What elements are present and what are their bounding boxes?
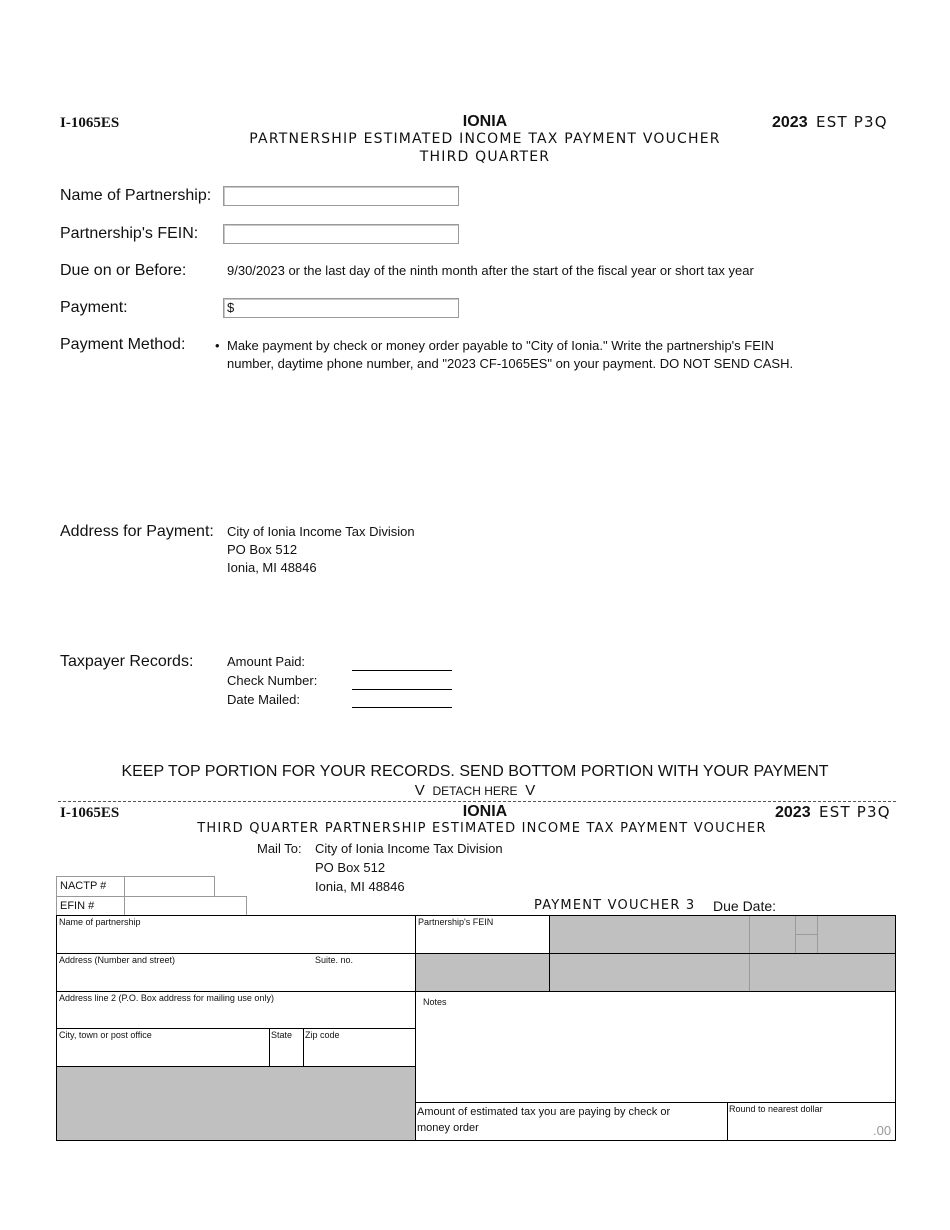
city-cell-label: City, town or post office bbox=[59, 1030, 152, 1040]
notes-cell-label: Notes bbox=[423, 997, 447, 1007]
records-label: Taxpayer Records: bbox=[60, 653, 194, 670]
voucher-year: 2023 bbox=[775, 804, 811, 821]
nactp-label: NACTP # bbox=[60, 880, 107, 892]
keep-instructions: KEEP TOP PORTION FOR YOUR RECORDS. SEND BOTTOM PORTION WITH YOUR PAYMENT bbox=[121, 763, 829, 780]
round-cell-label: Round to nearest dollar bbox=[729, 1104, 823, 1114]
partnership-fein-input[interactable] bbox=[223, 224, 459, 244]
due-label: Due on or Before: bbox=[60, 262, 187, 279]
fein-cell-label: Partnership's FEIN bbox=[418, 917, 494, 927]
payment-label: Payment: bbox=[60, 299, 128, 316]
address-line-2: PO Box 512 bbox=[227, 542, 298, 557]
cents-placeholder: .00 bbox=[873, 1123, 892, 1138]
amount-cell-line-1: Amount of estimated tax you are paying by check or bbox=[417, 1106, 671, 1118]
suite-cell-label: Suite. no. bbox=[315, 955, 354, 965]
mail-line-2: PO Box 512 bbox=[315, 860, 386, 875]
method-line-1: Make payment by check or money order payable to "City of Ionia." Write the partnership's FEIN bbox=[227, 338, 774, 353]
fein-gray-area bbox=[549, 916, 895, 953]
date-mailed-line[interactable] bbox=[352, 707, 452, 708]
form-title: PARTNERSHIP ESTIMATED INCOME TAX PAYMENT VOUCHER bbox=[249, 131, 721, 147]
detach-text: DETACH HERE bbox=[432, 784, 518, 798]
address2-cell-label: Address line 2 (P.O. Box address for mailing use only) bbox=[59, 993, 274, 1003]
gray-block bbox=[57, 1066, 415, 1140]
amount-paid-label: Amount Paid: bbox=[227, 654, 306, 669]
check-number-label: Check Number: bbox=[227, 673, 318, 688]
bullet: • bbox=[215, 338, 220, 353]
efin-box bbox=[56, 896, 247, 916]
quarter-title: THIRD QUARTER bbox=[419, 149, 551, 165]
due-date-label: Due Date: bbox=[713, 898, 777, 914]
address-label: Address for Payment: bbox=[60, 523, 214, 540]
due-text: 9/30/2023 or the last day of the ninth month after the start of the fiscal year or short tax year bbox=[227, 263, 754, 278]
voucher-table bbox=[56, 915, 896, 1141]
voucher-number: PAYMENT VOUCHER 3 bbox=[534, 898, 696, 913]
voucher-form-code: I-1065ES bbox=[60, 805, 120, 821]
detach-line bbox=[58, 801, 896, 802]
fein-label: Partnership's FEIN: bbox=[60, 225, 199, 242]
year-code bbox=[772, 113, 888, 132]
efin-label: EFIN # bbox=[60, 900, 95, 912]
est-code: EST P3Q bbox=[816, 113, 888, 131]
name-cell-label: Name of partnership bbox=[59, 917, 141, 927]
check-number-line[interactable] bbox=[352, 689, 452, 690]
detach-arrow-left: V bbox=[414, 782, 425, 799]
zip-cell-label: Zip code bbox=[305, 1030, 340, 1040]
form-code: I-1065ES bbox=[60, 115, 120, 131]
partnership-name-input[interactable] bbox=[223, 186, 459, 206]
method-line-2: number, daytime phone number, and "2023 CF-1065ES" on your payment. DO NOT SEND CASH. bbox=[227, 356, 794, 371]
city-title: IONIA bbox=[462, 113, 508, 130]
address-line-1: City of Ionia Income Tax Division bbox=[227, 524, 415, 539]
mail-to-label: Mail To: bbox=[257, 841, 302, 856]
amount-paid-line[interactable] bbox=[352, 670, 452, 671]
method-label: Payment Method: bbox=[60, 336, 186, 353]
mail-line-1: City of Ionia Income Tax Division bbox=[315, 841, 503, 856]
voucher-year-code bbox=[775, 803, 891, 822]
detach-here bbox=[0, 782, 950, 799]
dollar-sign: $ bbox=[227, 300, 235, 315]
payment-input[interactable] bbox=[223, 298, 459, 318]
state-cell-label: State bbox=[271, 1030, 293, 1040]
name-label: Name of Partnership: bbox=[60, 187, 212, 204]
mail-line-3: Ionia, MI 48846 bbox=[315, 879, 405, 894]
detach-arrow-right: V bbox=[525, 782, 536, 799]
tax-year: 2023 bbox=[772, 114, 808, 131]
amount-cell-line-2: money order bbox=[417, 1122, 479, 1134]
fein-gray-area-2 bbox=[415, 954, 895, 991]
voucher-title: THIRD QUARTER PARTNERSHIP ESTIMATED INCOME TAX PAYMENT VOUCHER bbox=[197, 821, 767, 836]
voucher-est-code: EST P3Q bbox=[819, 803, 891, 821]
address-cell-label: Address (Number and street) bbox=[59, 955, 176, 965]
date-mailed-label: Date Mailed: bbox=[227, 692, 300, 707]
voucher-city: IONIA bbox=[462, 803, 508, 820]
address-line-3: Ionia, MI 48846 bbox=[227, 560, 317, 575]
nactp-box bbox=[56, 876, 215, 897]
